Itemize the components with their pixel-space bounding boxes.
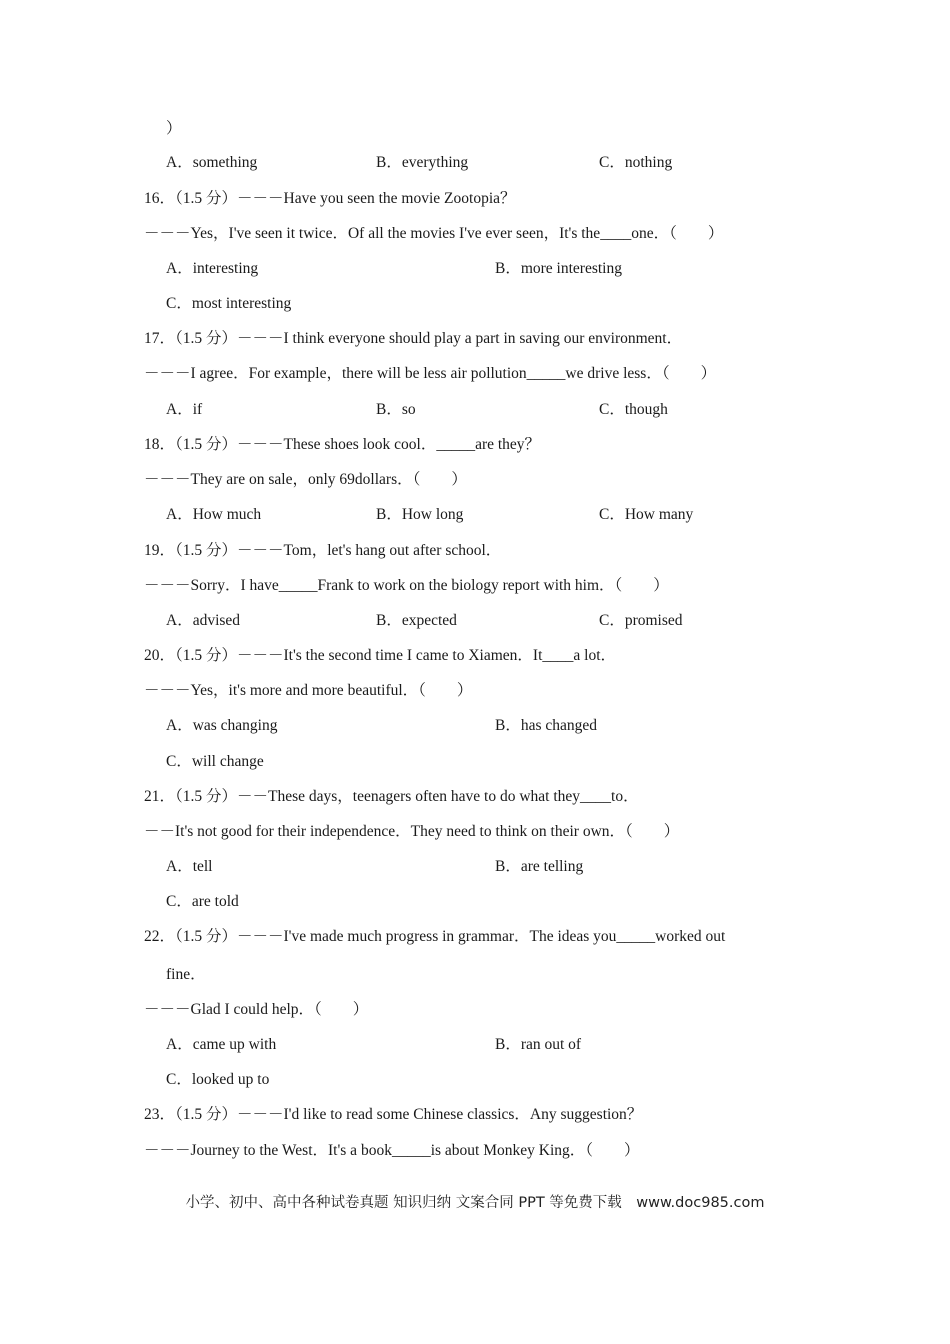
q23-reply: －－－Journey to the West．It's a book_____is about Monkey King．（ ） — [144, 1142, 640, 1159]
q18-stem: 18．（1.5 分）－－－These shoes look cool．_____are they？ — [144, 436, 541, 453]
q22-reply: －－－Glad I could help．（ ） — [144, 1001, 369, 1018]
q17-option-b[interactable]: B．so — [376, 401, 416, 418]
q22-option-b[interactable]: B．ran out of — [495, 1036, 582, 1053]
q21-option-b[interactable]: B．are telling — [495, 858, 584, 875]
q15-tail: ） — [166, 120, 182, 137]
q22-stem: 22．（1.5 分）－－－I've made much progress in grammar．The ideas you_____worked out — [144, 928, 726, 945]
q15-option-a[interactable]: A．something — [166, 154, 258, 171]
q17-stem: 17．（1.5 分）－－－I think everyone should play a part in saving our environment． — [144, 330, 683, 347]
q17-option-a[interactable]: A．if — [166, 401, 203, 418]
q19-reply: －－－Sorry．I have_____Frank to work on the biology report with him．（ ） — [144, 577, 669, 594]
q20-stem: 20．（1.5 分）－－－It's the second time I came to Xiamen．It____a lot． — [144, 647, 617, 664]
q16-stem: 16．（1.5 分）－－－Have you seen the movie Zootopia？ — [144, 190, 516, 207]
q21-stem: 21．（1.5 分）－－These days，teenagers often have to do what they____to． — [144, 788, 639, 805]
q22-stem-continued: fine． — [166, 966, 206, 983]
q22-option-a[interactable]: A．came up with — [166, 1036, 277, 1053]
page-footer: 小学、初中、高中各种试卷真题 知识归纳 文案合同 PPT 等免费下载 www.doc985.com — [185, 1195, 765, 1211]
q18-option-a[interactable]: A．How much — [166, 506, 262, 523]
q15-option-b[interactable]: B．everything — [376, 154, 469, 171]
q16-option-c[interactable]: C．most interesting — [166, 295, 292, 312]
q16-option-a[interactable]: A．interesting — [166, 260, 259, 277]
q19-option-b[interactable]: B．expected — [376, 612, 457, 629]
q20-option-a[interactable]: A．was changing — [166, 717, 278, 734]
q19-stem: 19．（1.5 分）－－－Tom，let's hang out after school． — [144, 542, 502, 559]
q16-reply: －－－Yes，I've seen it twice．Of all the movies I've ever seen，It's the____one．（ ） — [144, 225, 724, 242]
q22-option-c[interactable]: C．looked up to — [166, 1071, 270, 1088]
q21-option-c[interactable]: C．are told — [166, 893, 239, 910]
q19-option-c[interactable]: C．promised — [599, 612, 683, 629]
q15-option-c[interactable]: C．nothing — [599, 154, 673, 171]
q18-option-b[interactable]: B．How long — [376, 506, 464, 523]
q19-option-a[interactable]: A．advised — [166, 612, 241, 629]
q17-reply: －－－I agree．For example，there will be less air pollution_____we drive less．（ ） — [144, 365, 717, 382]
q18-option-c[interactable]: C．How many — [599, 506, 694, 523]
q23-stem: 23．（1.5 分）－－－I'd like to read some Chinese classics．Any suggestion？ — [144, 1106, 643, 1123]
q20-reply: －－－Yes，it's more and more beautiful．（ ） — [144, 682, 473, 699]
q18-reply: －－－They are on sale，only 69dollars．（ ） — [144, 471, 467, 488]
q16-option-b[interactable]: B．more interesting — [495, 260, 622, 277]
q17-option-c[interactable]: C．though — [599, 401, 668, 418]
q20-option-c[interactable]: C．will change — [166, 753, 264, 770]
q21-option-a[interactable]: A．tell — [166, 858, 213, 875]
q20-option-b[interactable]: B．has changed — [495, 717, 598, 734]
q21-reply: －－It's not good for their independence．They need to think on their own．（ ） — [144, 823, 680, 840]
